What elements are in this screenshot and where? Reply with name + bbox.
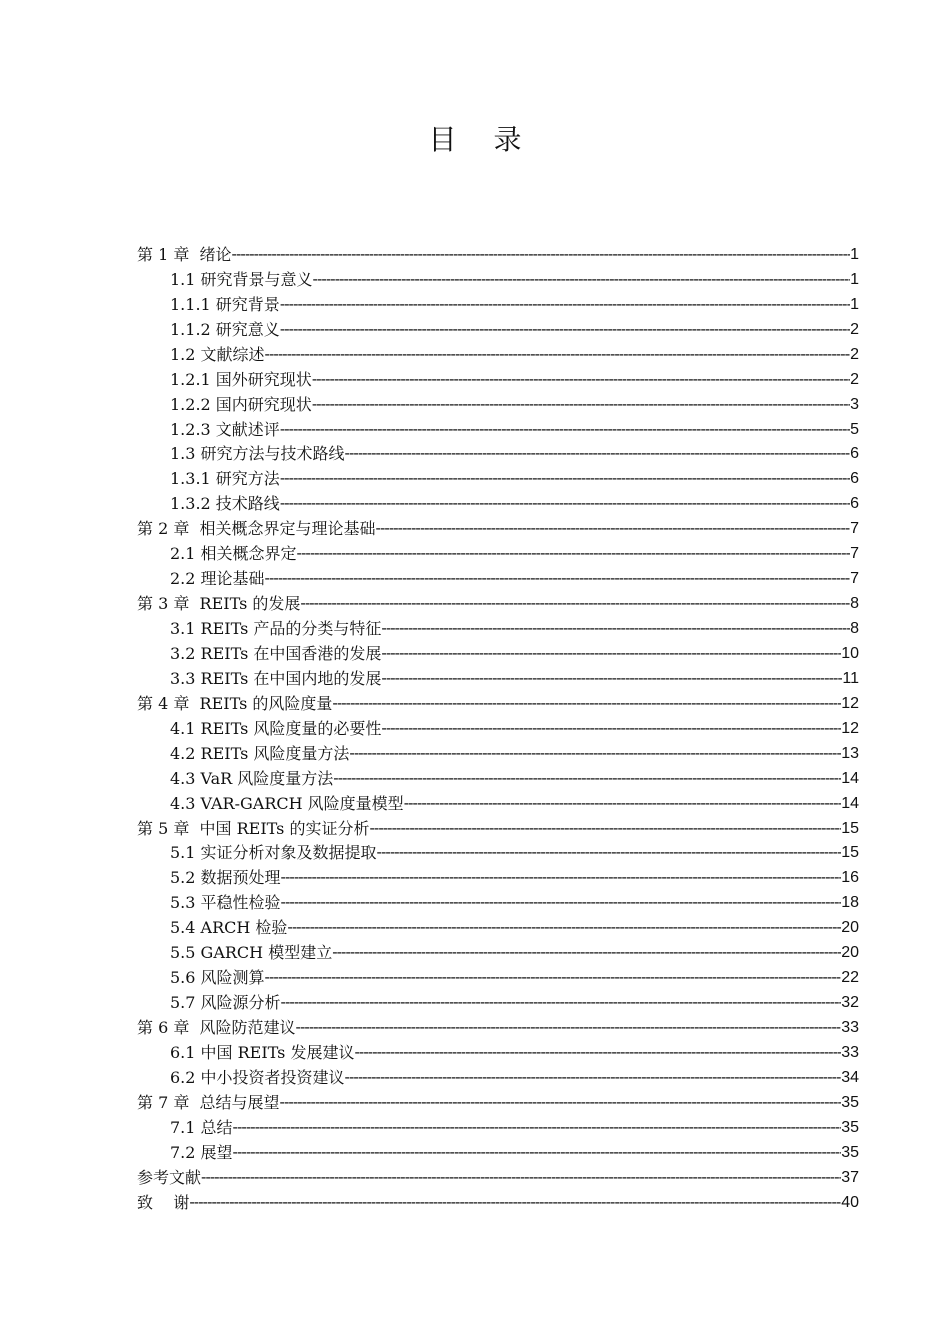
toc-entry[interactable] xyxy=(137,1166,859,1191)
toc-dot-leader xyxy=(332,692,841,717)
toc-entry-label: 4.3 VaR 风险度量方法 xyxy=(170,768,334,788)
toc-dot-leader xyxy=(280,318,850,343)
toc-dot-leader xyxy=(345,1066,842,1091)
page-title: 目 录 xyxy=(428,123,536,156)
toc-entry[interactable] xyxy=(137,966,859,991)
toc-entry[interactable] xyxy=(137,592,859,617)
toc-entry-page-number: 37 xyxy=(841,1168,859,1186)
toc-entry-page-number: 18 xyxy=(841,894,859,912)
toc-entry-label: 3.2 REITs 在中国香港的发展 xyxy=(170,643,382,663)
toc-entry-label: 1.3.1 研究方法 xyxy=(170,469,280,489)
toc-dot-leader xyxy=(280,492,850,517)
toc-entry-page-number: 33 xyxy=(841,1043,859,1061)
toc-dot-leader xyxy=(265,567,851,592)
toc-entry-label: 1.1 研究背景与意义 xyxy=(170,269,313,289)
toc-entry-page-number: 10 xyxy=(841,644,859,662)
toc-entry-label: 5.6 风险测算 xyxy=(170,968,265,988)
toc-dot-leader xyxy=(281,991,842,1016)
toc-entry[interactable] xyxy=(137,492,859,517)
toc-entry-label: 7.2 展望 xyxy=(170,1142,233,1162)
toc-entry[interactable] xyxy=(137,667,859,692)
toc-entry-page-number: 2 xyxy=(850,370,859,388)
toc-dot-leader xyxy=(189,1191,841,1216)
toc-dot-leader xyxy=(376,517,851,542)
toc-entry[interactable] xyxy=(137,792,859,817)
toc-entry-label: 1.2.3 文献述评 xyxy=(170,419,280,439)
toc-entry-label: 6.2 中小投资者投资建议 xyxy=(170,1067,345,1087)
toc-entry-label: 7.1 总结 xyxy=(170,1117,233,1137)
toc-dot-leader xyxy=(312,393,850,418)
toc-entry-page-number: 2 xyxy=(850,320,859,338)
toc-entry[interactable] xyxy=(137,567,859,592)
toc-entry-page-number: 20 xyxy=(841,919,859,937)
toc-entry-page-number: 12 xyxy=(841,719,859,737)
toc-entry[interactable] xyxy=(137,717,859,742)
toc-entry[interactable] xyxy=(137,1191,859,1216)
toc-entry[interactable] xyxy=(137,467,859,492)
toc-entry-label: 6.1 中国 REITs 发展建议 xyxy=(170,1042,355,1062)
toc-entry-page-number: 6 xyxy=(850,445,859,463)
toc-entry[interactable] xyxy=(137,517,859,542)
toc-entry[interactable] xyxy=(137,617,859,642)
toc-dot-leader xyxy=(232,243,851,268)
toc-dot-leader xyxy=(280,467,850,492)
toc-entry-label: 5.1 实证分析对象及数据提取 xyxy=(170,843,377,863)
toc-entry-page-number: 5 xyxy=(850,420,859,438)
toc-entry[interactable] xyxy=(137,1141,859,1166)
toc-entry[interactable] xyxy=(137,293,859,318)
toc-dot-leader xyxy=(281,866,842,891)
toc-entry[interactable] xyxy=(137,742,859,767)
toc-entry[interactable] xyxy=(137,1091,859,1116)
toc-dot-leader xyxy=(201,1166,841,1191)
toc-entry-label: 1.3 研究方法与技术路线 xyxy=(170,444,345,464)
toc-dot-leader xyxy=(280,293,850,318)
toc-dot-leader xyxy=(404,792,842,817)
toc-entry-label: 1.2 文献综述 xyxy=(170,344,265,364)
toc-entry-page-number: 35 xyxy=(841,1143,859,1161)
toc-dot-leader xyxy=(281,891,842,916)
toc-entry-page-number: 1 xyxy=(850,245,859,263)
toc-entry-page-number: 15 xyxy=(841,819,859,837)
toc-entry-label: 3.3 REITs 在中国内地的发展 xyxy=(170,668,382,688)
toc-entry-page-number: 1 xyxy=(850,295,859,313)
toc-dot-leader xyxy=(381,667,842,692)
toc-entry[interactable] xyxy=(137,318,859,343)
table-of-contents xyxy=(137,243,859,1216)
toc-dot-leader xyxy=(333,767,841,792)
toc-entry-label: 5.2 数据预处理 xyxy=(170,868,281,888)
toc-entry-page-number: 7 xyxy=(850,520,859,538)
toc-entry[interactable] xyxy=(137,368,859,393)
toc-entry[interactable] xyxy=(137,767,859,792)
toc-entry[interactable] xyxy=(137,343,859,368)
toc-dot-leader xyxy=(233,1141,842,1166)
toc-entry-label: 2.2 理论基础 xyxy=(170,569,265,589)
toc-entry-label: 1.3.2 技术路线 xyxy=(170,494,280,514)
toc-entry-page-number: 13 xyxy=(841,744,859,762)
toc-entry-page-number: 8 xyxy=(850,595,859,613)
toc-entry[interactable] xyxy=(137,866,859,891)
toc-entry-page-number: 8 xyxy=(850,620,859,638)
toc-entry-page-number: 12 xyxy=(841,694,859,712)
toc-entry-label: 第 3 章 REITs 的发展 xyxy=(137,594,301,614)
toc-entry[interactable] xyxy=(137,1041,859,1066)
toc-entry-page-number: 33 xyxy=(841,1019,859,1037)
toc-dot-leader xyxy=(313,268,851,293)
toc-dot-leader xyxy=(381,717,841,742)
toc-entry-page-number: 20 xyxy=(841,944,859,962)
toc-entry[interactable] xyxy=(137,692,859,717)
toc-entry-label: 第 7 章 总结与展望 xyxy=(137,1092,280,1112)
toc-entry[interactable] xyxy=(137,443,859,468)
toc-entry[interactable] xyxy=(137,941,859,966)
toc-dot-leader xyxy=(280,418,850,443)
toc-dot-leader xyxy=(377,841,842,866)
toc-entry-label: 2.1 相关概念界定 xyxy=(170,544,297,564)
toc-entry-page-number: 7 xyxy=(850,545,859,563)
toc-entry-label: 1.1.2 研究意义 xyxy=(170,319,280,339)
toc-entry-page-number: 6 xyxy=(850,470,859,488)
toc-entry[interactable] xyxy=(137,418,859,443)
toc-entry[interactable] xyxy=(137,243,859,268)
toc-dot-leader xyxy=(265,343,851,368)
toc-entry-page-number: 15 xyxy=(841,844,859,862)
toc-entry-label: 5.7 风险源分析 xyxy=(170,993,281,1013)
toc-entry-label: 第 4 章 REITs 的风险度量 xyxy=(137,693,333,713)
toc-dot-leader xyxy=(381,617,850,642)
toc-dot-leader xyxy=(345,442,851,467)
toc-dot-leader xyxy=(354,1041,841,1066)
toc-dot-leader xyxy=(369,817,841,842)
toc-entry-page-number: 2 xyxy=(850,345,859,363)
toc-entry-label: 第 2 章 相关概念界定与理论基础 xyxy=(137,519,376,539)
toc-entry-page-number: 35 xyxy=(841,1118,859,1136)
toc-entry-label: 5.3 平稳性检验 xyxy=(170,893,281,913)
toc-entry-page-number: 40 xyxy=(841,1193,859,1211)
toc-entry-page-number: 3 xyxy=(850,395,859,413)
toc-entry[interactable] xyxy=(137,1016,859,1041)
toc-entry-page-number: 34 xyxy=(841,1068,859,1086)
toc-entry-label: 1.1.1 研究背景 xyxy=(170,294,280,314)
toc-entry[interactable] xyxy=(137,268,859,293)
toc-entry[interactable] xyxy=(137,393,859,418)
toc-entry-label: 第 5 章 中国 REITs 的实证分析 xyxy=(137,818,370,838)
toc-entry-label: 第 1 章 绪论 xyxy=(137,244,232,264)
toc-dot-leader xyxy=(296,1016,842,1041)
toc-entry-page-number: 11 xyxy=(842,669,859,687)
toc-entry-label: 5.4 ARCH 检验 xyxy=(170,918,288,938)
toc-entry[interactable] xyxy=(137,991,859,1016)
toc-entry[interactable] xyxy=(137,817,859,842)
toc-dot-leader xyxy=(287,916,841,941)
toc-entry-label: 1.2.1 国外研究现状 xyxy=(170,369,312,389)
toc-entry-page-number: 32 xyxy=(841,994,859,1012)
toc-entry[interactable] xyxy=(137,891,859,916)
toc-entry-page-number: 35 xyxy=(841,1093,859,1111)
toc-dot-leader xyxy=(280,1091,842,1116)
toc-entry-label: 第 6 章 风险防范建议 xyxy=(137,1018,296,1038)
toc-dot-leader xyxy=(349,742,841,767)
toc-entry-label: 参考文献 xyxy=(137,1167,202,1187)
toc-entry[interactable] xyxy=(137,842,859,867)
toc-dot-leader xyxy=(300,592,850,617)
toc-entry-page-number: 7 xyxy=(850,570,859,588)
toc-entry-page-number: 14 xyxy=(841,794,859,812)
toc-entry-page-number: 1 xyxy=(850,270,859,288)
toc-dot-leader xyxy=(233,1116,842,1141)
toc-entry-label: 4.2 REITs 风险度量方法 xyxy=(170,743,350,763)
toc-entry[interactable] xyxy=(137,916,859,941)
toc-entry[interactable] xyxy=(137,642,859,667)
toc-dot-leader xyxy=(297,542,851,567)
toc-entry-label: 5.5 GARCH 模型建立 xyxy=(170,943,333,963)
toc-dot-leader xyxy=(381,642,841,667)
toc-entry-page-number: 16 xyxy=(841,869,859,887)
toc-entry-label: 致 谢 xyxy=(137,1192,190,1212)
toc-entry-label: 3.1 REITs 产品的分类与特征 xyxy=(170,619,382,639)
toc-entry[interactable] xyxy=(137,542,859,567)
toc-entry-page-number: 22 xyxy=(841,969,859,987)
toc-entry-label: 1.2.2 国内研究现状 xyxy=(170,394,312,414)
toc-entry[interactable] xyxy=(137,1116,859,1141)
toc-entry-page-number: 14 xyxy=(841,769,859,787)
toc-entry[interactable] xyxy=(137,1066,859,1091)
toc-entry-label: 4.3 VAR-GARCH 风险度量模型 xyxy=(170,793,404,813)
toc-dot-leader xyxy=(332,941,841,966)
toc-dot-leader xyxy=(265,966,842,991)
toc-entry-page-number: 6 xyxy=(850,495,859,513)
toc-dot-leader xyxy=(312,368,850,393)
toc-entry-label: 4.1 REITs 风险度量的必要性 xyxy=(170,718,382,738)
